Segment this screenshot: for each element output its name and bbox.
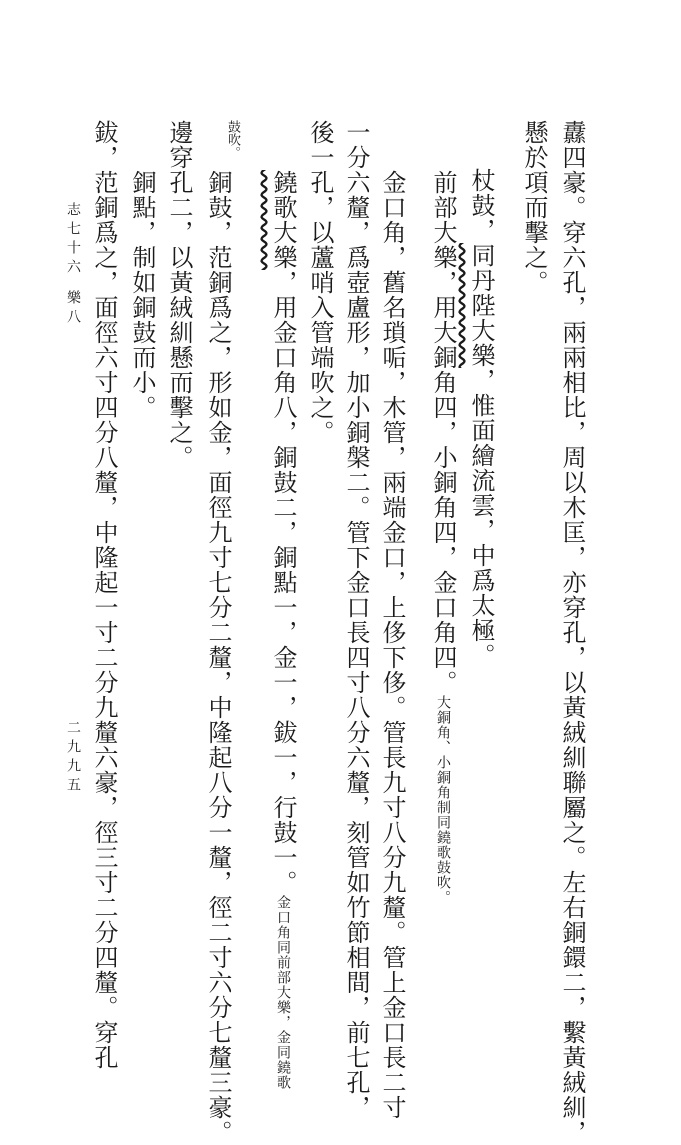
text-column-7: 後一孔，以蘆哨入管端吹之。 [306, 120, 334, 445]
text-column-4 [418, 170, 455, 905]
section-label: 樂八 [65, 290, 81, 328]
text-column-2: 懸於項而擊之。 [520, 120, 548, 295]
text-column-9: 鼓吹。 [225, 120, 240, 159]
page-number: 二九九五 [65, 720, 81, 796]
note-line-2: 小銅角制同鐃歌鼓吹。 [435, 755, 451, 905]
interlinear-note [258, 895, 290, 1090]
note-line-1: 大銅角、 [435, 695, 451, 755]
book-volume-label: 志七十六 [65, 202, 81, 278]
column-3-tail: ，惟面繪流雲，中爲太極。 [467, 368, 495, 668]
text-column-1: 纛四豪。穿六孔，兩兩相比，周以木匡，亦穿孔，以黃絨紃聯屬之。左右銅鐶二，繫黃絨紃， [558, 120, 586, 1145]
cross-reference-danbi: 同丹陛大樂 [467, 243, 495, 368]
note-line-1: 金口角同前部大樂， [275, 895, 291, 1030]
text-column-3 [469, 168, 493, 668]
text-column-6: 一分六釐，爲壺盧形，加小銅槃二。管下金口長四寸八分六釐，刻管如竹節相間，前七孔， [342, 120, 370, 1120]
cross-reference-naoge: 鐃歌大樂 [269, 170, 297, 270]
text-column-8 [258, 170, 295, 1090]
column-3-head: 杖鼓， [467, 168, 495, 243]
text-column-12: 銅點，制如銅鼓而小。 [128, 170, 156, 420]
text-column-5: 金口角，舊名瑣㖃，木管，兩端金口，上侈下侈。管長九寸八分九釐。管上金口長二寸 [378, 170, 406, 1120]
interlinear-note [418, 695, 450, 905]
note-line-2: 金同鐃歌 [275, 1030, 291, 1090]
column-8-main: ，用金口角八，銅鼓二，銅點一，金一，鈸一，行鼓一。 [269, 270, 297, 895]
column-4-main: 前部大樂，用大銅角四，小銅角四，金口角四。 [429, 170, 457, 695]
text-column-10: 銅鼓，范銅爲之，形如金，面徑九寸七分二釐，中隆起八分一釐，徑二寸六分七釐三豪。 [204, 170, 232, 1145]
text-column-11: 邊穿孔二，以黃絨紃懸而擊之。 [165, 120, 193, 470]
text-column-13: 鈸，范銅爲之，面徑六寸四分八釐，中隆起一寸二分九釐六豪，徑三寸二分四釐。穿孔 [90, 120, 118, 1070]
